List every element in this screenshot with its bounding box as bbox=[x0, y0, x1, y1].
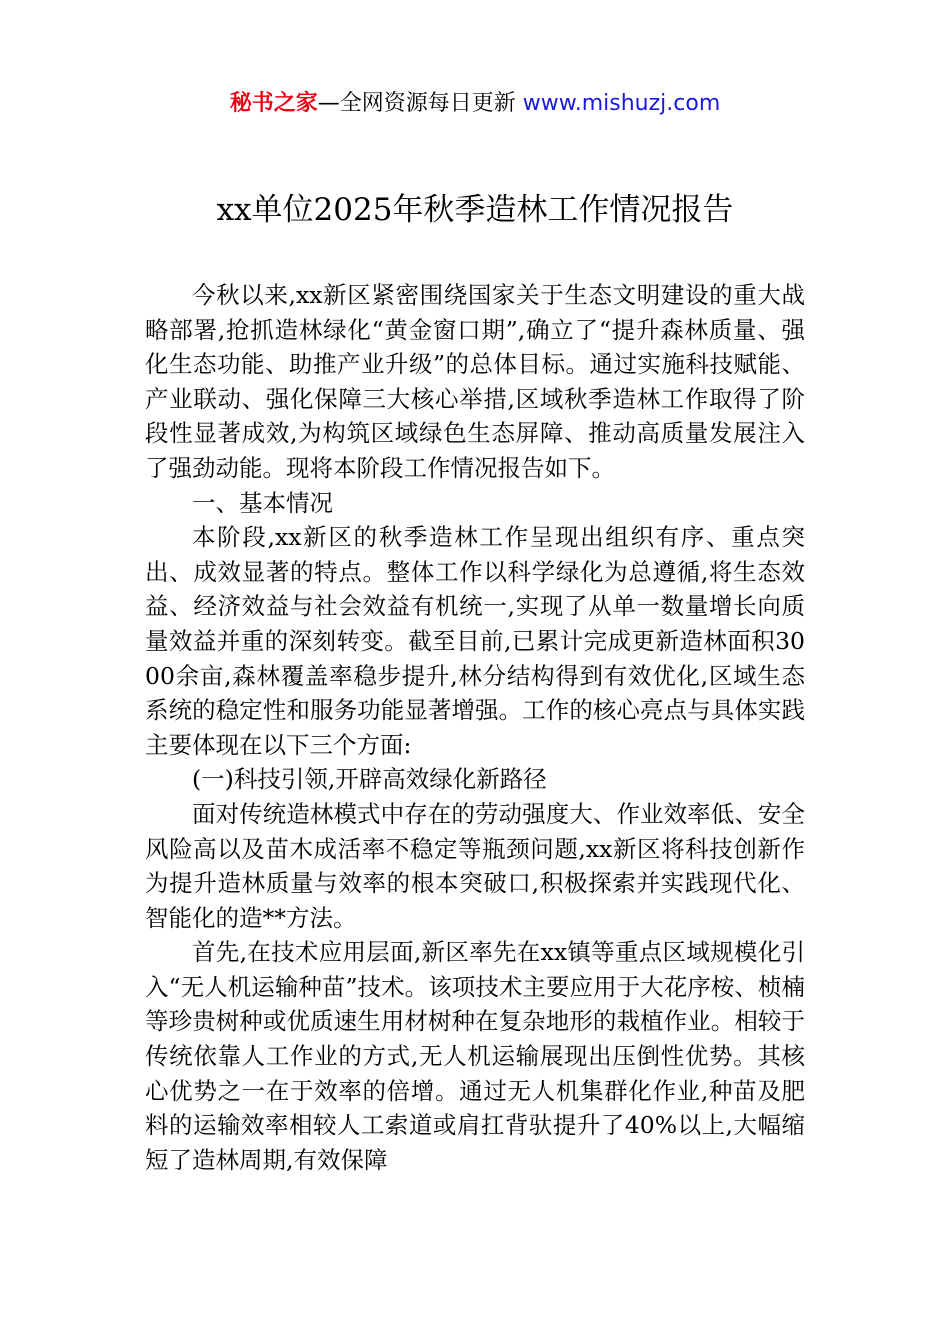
intro-paragraph: 今秋以来,xx新区紧密围绕国家关于生态文明建设的重大战略部署,抢抓造林绿化“黄金窗口期”,确立了“提升森林质量、强化生态功能、助推产业升级”的总体目标。通过实施科技赋能、产业联动、强化保障三大核心举措,区域秋季造林工作取得了阶段性显著成效,为构筑区域绿色生态屏障、推动高质量发展注入了强劲动能。现将本阶段工作情况报告如下。 bbox=[145, 281, 805, 482]
document-title: xx单位2025年秋季造林工作情况报告 bbox=[216, 192, 734, 228]
subsection-heading-tech: (一)科技引领,开辟高效绿化新路径 bbox=[192, 765, 547, 794]
section-heading-basic-situation: 一、基本情况 bbox=[192, 488, 333, 517]
subsection-paragraph: 首先,在技术应用层面,新区率先在xx镇等重点区域规模化引入“无人机运输种苗”技术。该项技术主要应用于大花序桉、桢楠等珍贵树种或优质速生用材树种在复杂地形的栽植作业。相较于传统依靠人工作业的方式,无人机运输展现出压倒性优势。其核心优势之一在于效率的倍增。通过无人机集群化作业,种苗及肥料的运输效率相较人工索道或肩扛背驮提升了40%以上,大幅缩短了造林周期,有效保障 bbox=[145, 938, 805, 1174]
subsection-paragraph: 面对传统造林模式中存在的劳动强度大、作业效率低、安全风险高以及苗木成活率不稳定等瓶颈问题,xx新区将科技创新作为提升造林质量与效率的根本突破口,积极探索并实践现代化、智能化的造**方法。 bbox=[145, 799, 805, 932]
site-brand[interactable]: 秘书之家 bbox=[229, 91, 318, 116]
site-url-link[interactable]: www.mishuzj.com bbox=[522, 91, 721, 116]
site-tagline: —全网资源每日更新 bbox=[317, 91, 523, 116]
document-body bbox=[145, 278, 805, 1177]
section-paragraph: 本阶段,xx新区的秋季造林工作呈现出组织有序、重点突出、成效显著的特点。整体工作以科学绿化为总遵循,将生态效益、经济效益与社会效益有机统一,实现了从单一数量增长向质量效益并重的深刻转变。截至目前,已累计完成更新造林面积3000余亩,森林覆盖率稳步提升,林分结构得到有效优化,区域生态系统的稳定性和服务功能显著增强。工作的核心亮点与具体实践主要体现在以下三个方面: bbox=[145, 523, 805, 759]
site-header bbox=[0, 88, 950, 120]
